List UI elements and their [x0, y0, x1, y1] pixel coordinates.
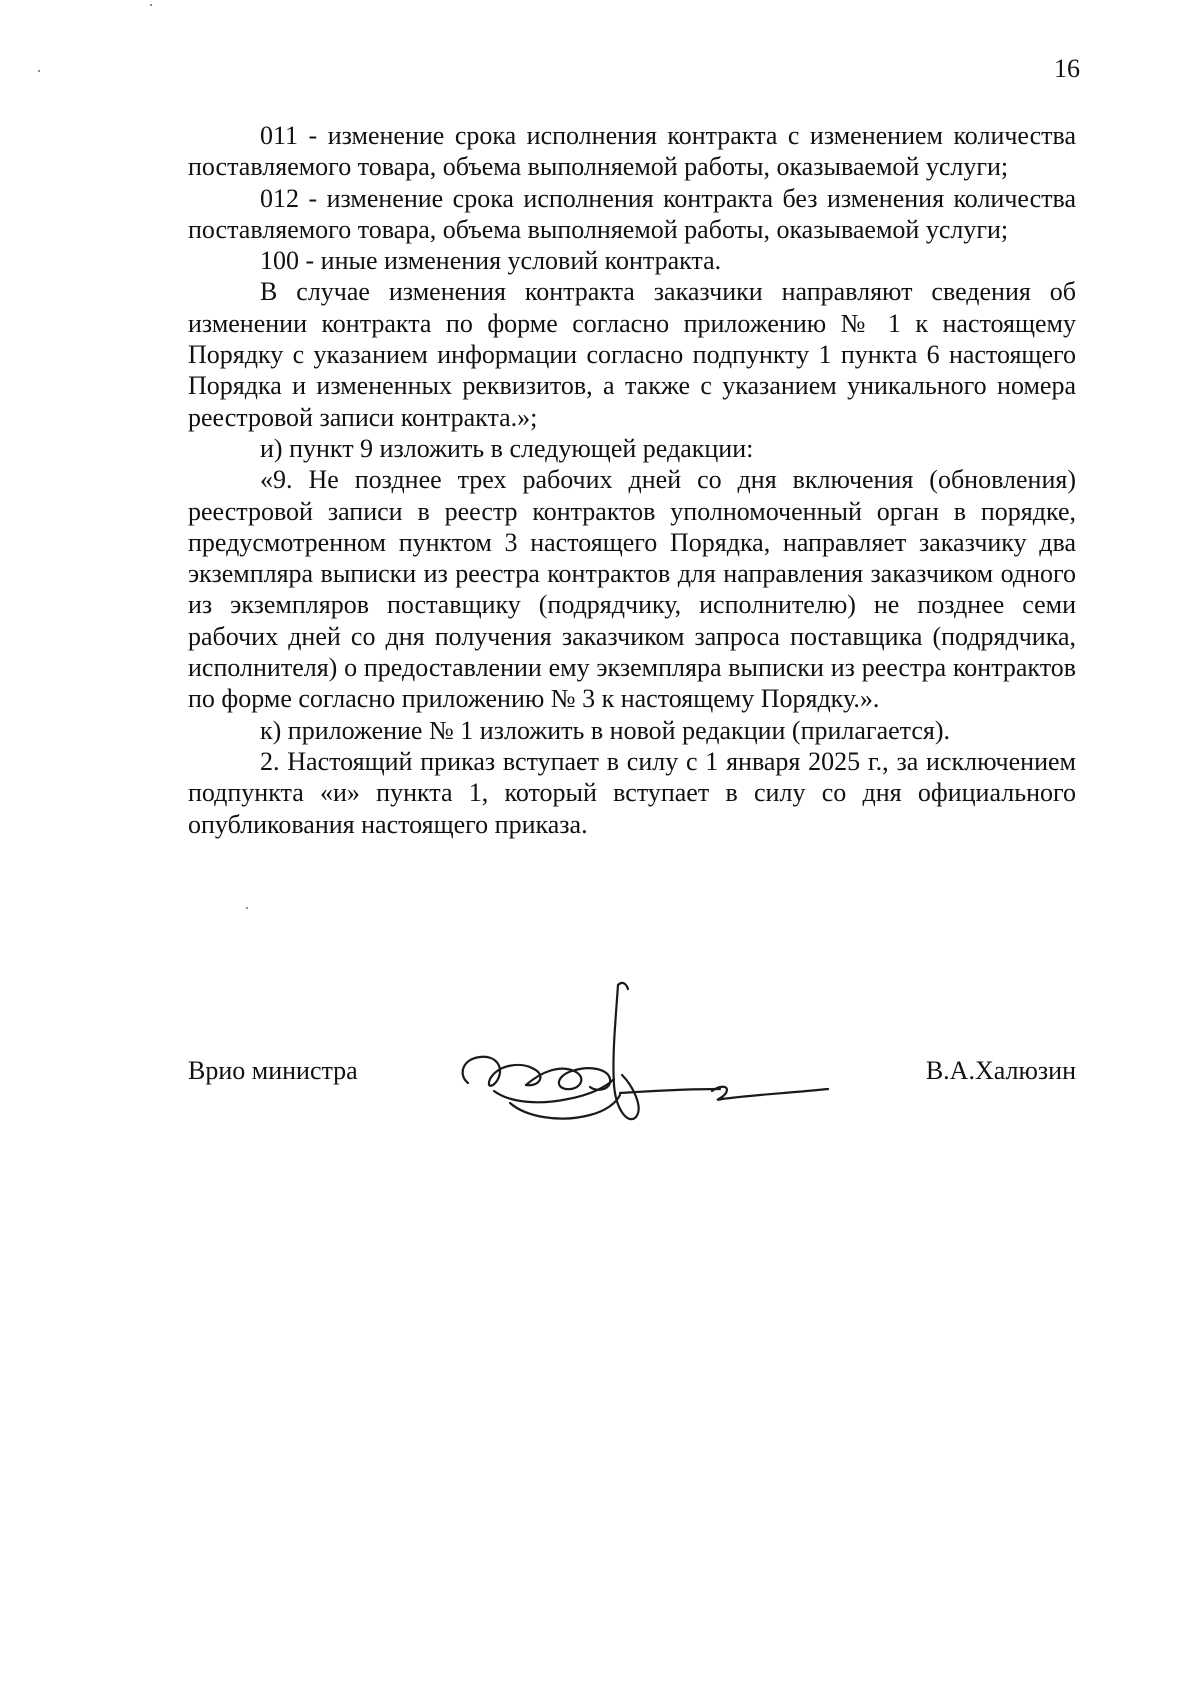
paragraph-item-9: «9. Не позднее трех рабочих дней со дня включения (обновления) реестровой записи в реестр контрактов уполномоченный орган в порядке, предусмотренном пунктом 3 настоящего Порядка, направляет заказчику два экземпляра выписки из реестра контрактов для направления заказчиком одного из экземпляров поставщику (подрядчику, исполнителю) не позднее семи рабочих дней со дня получения заказчиком запроса поставщика (подрядчика, исполнителя) о предоставлении ему экземпляра выписки из реестра контрактов по форме согласно приложению № 3 к настоящему Порядку.».	[188, 465, 1076, 714]
document-body	[188, 120, 1076, 840]
paragraph-contract-change: В случае изменения контракта заказчики направляют сведения об изменении контракта по форме согласно приложению № 1 к настоящему Порядку с указанием информации согласно подпункту 1 пункта 6 настоящего Порядка и измененных реквизитов, а также с указанием уникального номера реестровой записи контракта.»;	[188, 277, 1076, 432]
paragraph-code-011: 011 - изменение срока исполнения контракта с изменением количества поставляемого товара, объема выполняемой работы, оказываемой услуги;	[188, 121, 1076, 182]
signature-block	[188, 1055, 1076, 1095]
signatory-name: В.А.Халюзин	[925, 1056, 1076, 1085]
scan-artifact-dot	[246, 907, 248, 909]
scan-artifact-dot	[150, 4, 152, 6]
paragraph-item-k: к) приложение № 1 изложить в новой редакции (прилагается).	[260, 715, 951, 745]
scan-artifact-dot	[38, 70, 40, 72]
page-number: 16	[1054, 54, 1080, 83]
paragraph-code-100: 100 - иные изменения условий контракта.	[260, 246, 722, 276]
signatory-position: Врио министра	[188, 1056, 358, 1085]
paragraph-code-012: 012 - изменение срока исполнения контракта без изменения количества поставляемого товара, объема выполняемой работы, оказываемой услуги;	[188, 183, 1076, 244]
paragraph-item-i: и) пункт 9 изложить в следующей редакции:	[260, 433, 754, 463]
paragraph-effective-date: 2. Настоящий приказ вступает в силу с 1 января 2025 г., за исключением подпункта «и» пункта 1, который вступает в силу со дня официального опубликования настоящего приказа.	[188, 746, 1076, 839]
